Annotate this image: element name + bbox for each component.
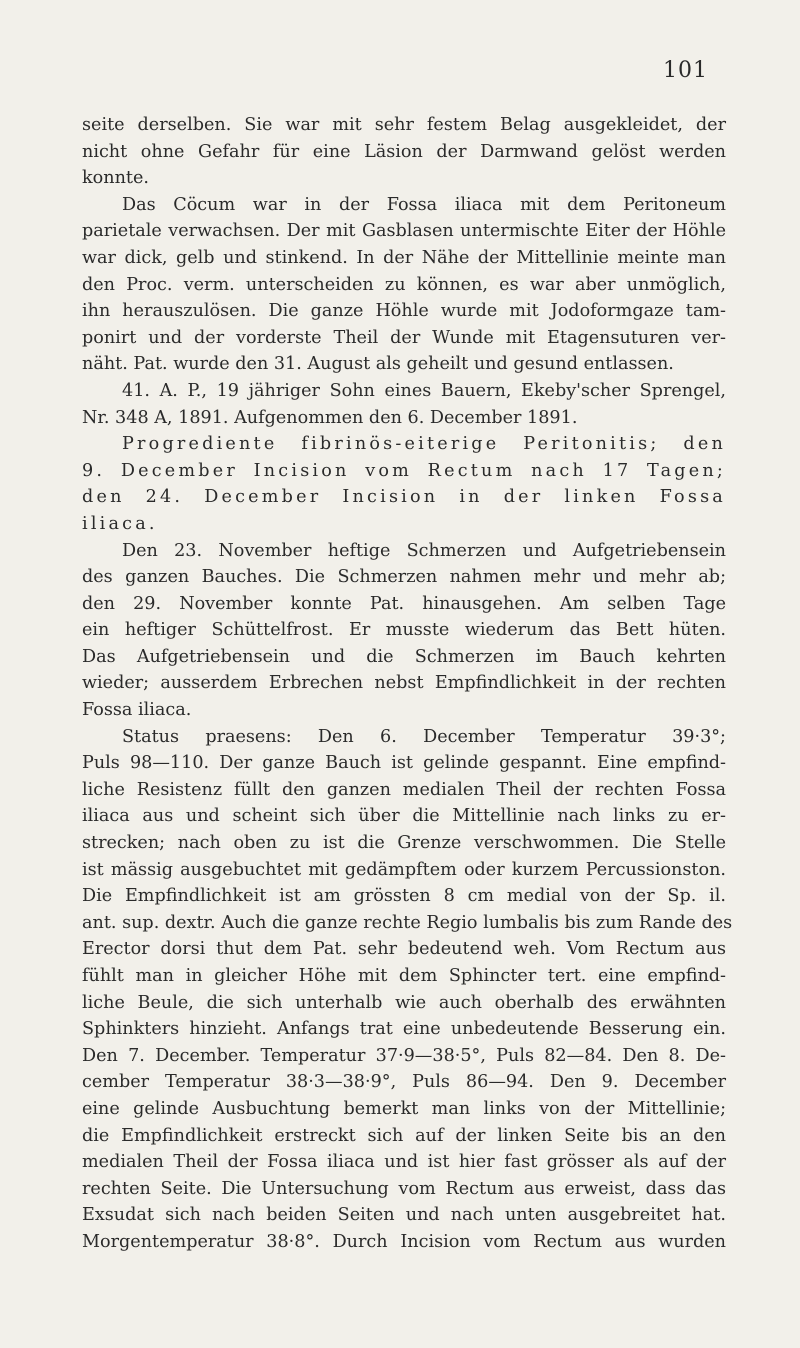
text-line: medialen Theil der Fossa iliaca und ist hier fast grösser als auf der — [82, 1152, 726, 1173]
text-line: ist mässig ausgebuchtet mit gedämpftem oder kurzem Percussionston. — [82, 859, 726, 880]
text-line: Nr. 348 A, 1891. Aufgenommen den 6. December 1891. — [82, 407, 578, 428]
text-line: wieder; ausserdem Erbrechen nebst Empfindlichkeit in der rechten — [82, 673, 726, 694]
text-line: nicht ohne Gefahr für eine Läsion der Darmwand gelöst werden — [82, 141, 726, 162]
text-line: liche Beule, die sich unterhalb wie auch oberhalb des erwähnten — [82, 992, 726, 1013]
text-line: parietale verwachsen. Der mit Gasblasen untermischte Eiter der Höhle — [82, 221, 726, 242]
text-line: iliaca aus und scheint sich über die Mittellinie nach links zu er- — [82, 806, 726, 827]
text-line: ein heftiger Schüttelfrost. Er musste wiederum das Bett hüten. — [82, 620, 726, 641]
text-line: cember Temperatur 38·3—38·9°, Puls 86—94. Den 9. December — [82, 1072, 726, 1093]
text-line: Das Cöcum war in der Fossa iliaca mit dem Peritoneum — [122, 194, 726, 215]
text-line: Den 7. December. Temperatur 37·9—38·5°, Puls 82—84. Den 8. De- — [82, 1045, 726, 1066]
text-line: Exsudat sich nach beiden Seiten und nach unten ausgebreitet hat. — [82, 1205, 726, 1226]
text-line: Sphinkters hinzieht. Anfangs trat eine unbedeutende Besserung ein. — [82, 1019, 726, 1040]
text-line: liche Resistenz füllt den ganzen medialen Theil der rechten Fossa — [82, 779, 726, 800]
text-line: näht. Pat. wurde den 31. August als geheilt und gesund entlassen. — [82, 354, 674, 375]
text-line: 9. December Incision vom Rectum nach 17 Tagen; — [82, 460, 726, 481]
text-line: strecken; nach oben zu ist die Grenze verschwommen. Die Stelle — [82, 833, 726, 854]
text-line: den 24. December Incision in der linken Fossa — [82, 487, 726, 508]
text-line: ihn herauszulösen. Die ganze Höhle wurde mit Jodoformgaze tam- — [82, 301, 726, 322]
text-line: den Proc. verm. unterscheiden zu können, es war aber unmöglich, — [82, 274, 726, 295]
text-line: ponirt und der vorderste Theil der Wunde mit Etagensuturen ver- — [82, 327, 726, 348]
text-line: iliaca. — [82, 513, 158, 534]
text-line: eine gelinde Ausbuchtung bemerkt man links von der Mittellinie; — [82, 1098, 726, 1119]
text-line: Fossa iliaca. — [82, 700, 192, 721]
text-line: konnte. — [82, 168, 149, 189]
text-line: Die Empfindlichkeit ist am grössten 8 cm medial von der Sp. il. — [82, 886, 726, 907]
text-line: Erector dorsi thut dem Pat. sehr bedeutend weh. Vom Rectum aus — [82, 939, 726, 960]
body-text — [82, 112, 733, 1256]
text-line: rechten Seite. Die Untersuchung vom Rectum aus erweist, dass das — [82, 1178, 726, 1199]
text-line: ant. sup. dextr. Auch die ganze rechte Regio lumbalis bis zum Rande des — [82, 912, 733, 933]
text-line: 41. A. P., 19 jähriger Sohn eines Bauern, Ekeby'scher Sprengel, — [122, 380, 726, 401]
text-line: den 29. November konnte Pat. hinausgehen. Am selben Tage — [82, 593, 726, 614]
text-line: des ganzen Bauches. Die Schmerzen nahmen mehr und mehr ab; — [82, 567, 726, 588]
text-line: Status praesens: Den 6. December Temperatur 39·3°; — [122, 726, 726, 747]
text-line: Den 23. November heftige Schmerzen und Aufgetriebensein — [122, 540, 726, 561]
text-line: Puls 98—110. Der ganze Bauch ist gelinde gespannt. Eine empfind- — [82, 753, 726, 774]
text-line: Progrediente fibrinös-eiterige Peritonitis; den — [122, 434, 726, 455]
text-line: Das Aufgetriebensein und die Schmerzen im Bauch kehrten — [82, 646, 726, 667]
text-line: seite derselben. Sie war mit sehr festem Belag ausgekleidet, der — [82, 115, 726, 135]
text-line: Morgentemperatur 38·8°. Durch Incision vom Rectum aus wurden — [82, 1231, 726, 1252]
text-line: war dick, gelb und stinkend. In der Nähe der Mittellinie meinte man — [82, 247, 726, 268]
text-line: die Empfindlichkeit erstreckt sich auf der linken Seite bis an den — [82, 1125, 726, 1146]
text-line: fühlt man in gleicher Höhe mit dem Sphincter tert. eine empfind- — [82, 966, 726, 986]
page-number: 101 — [663, 58, 708, 83]
